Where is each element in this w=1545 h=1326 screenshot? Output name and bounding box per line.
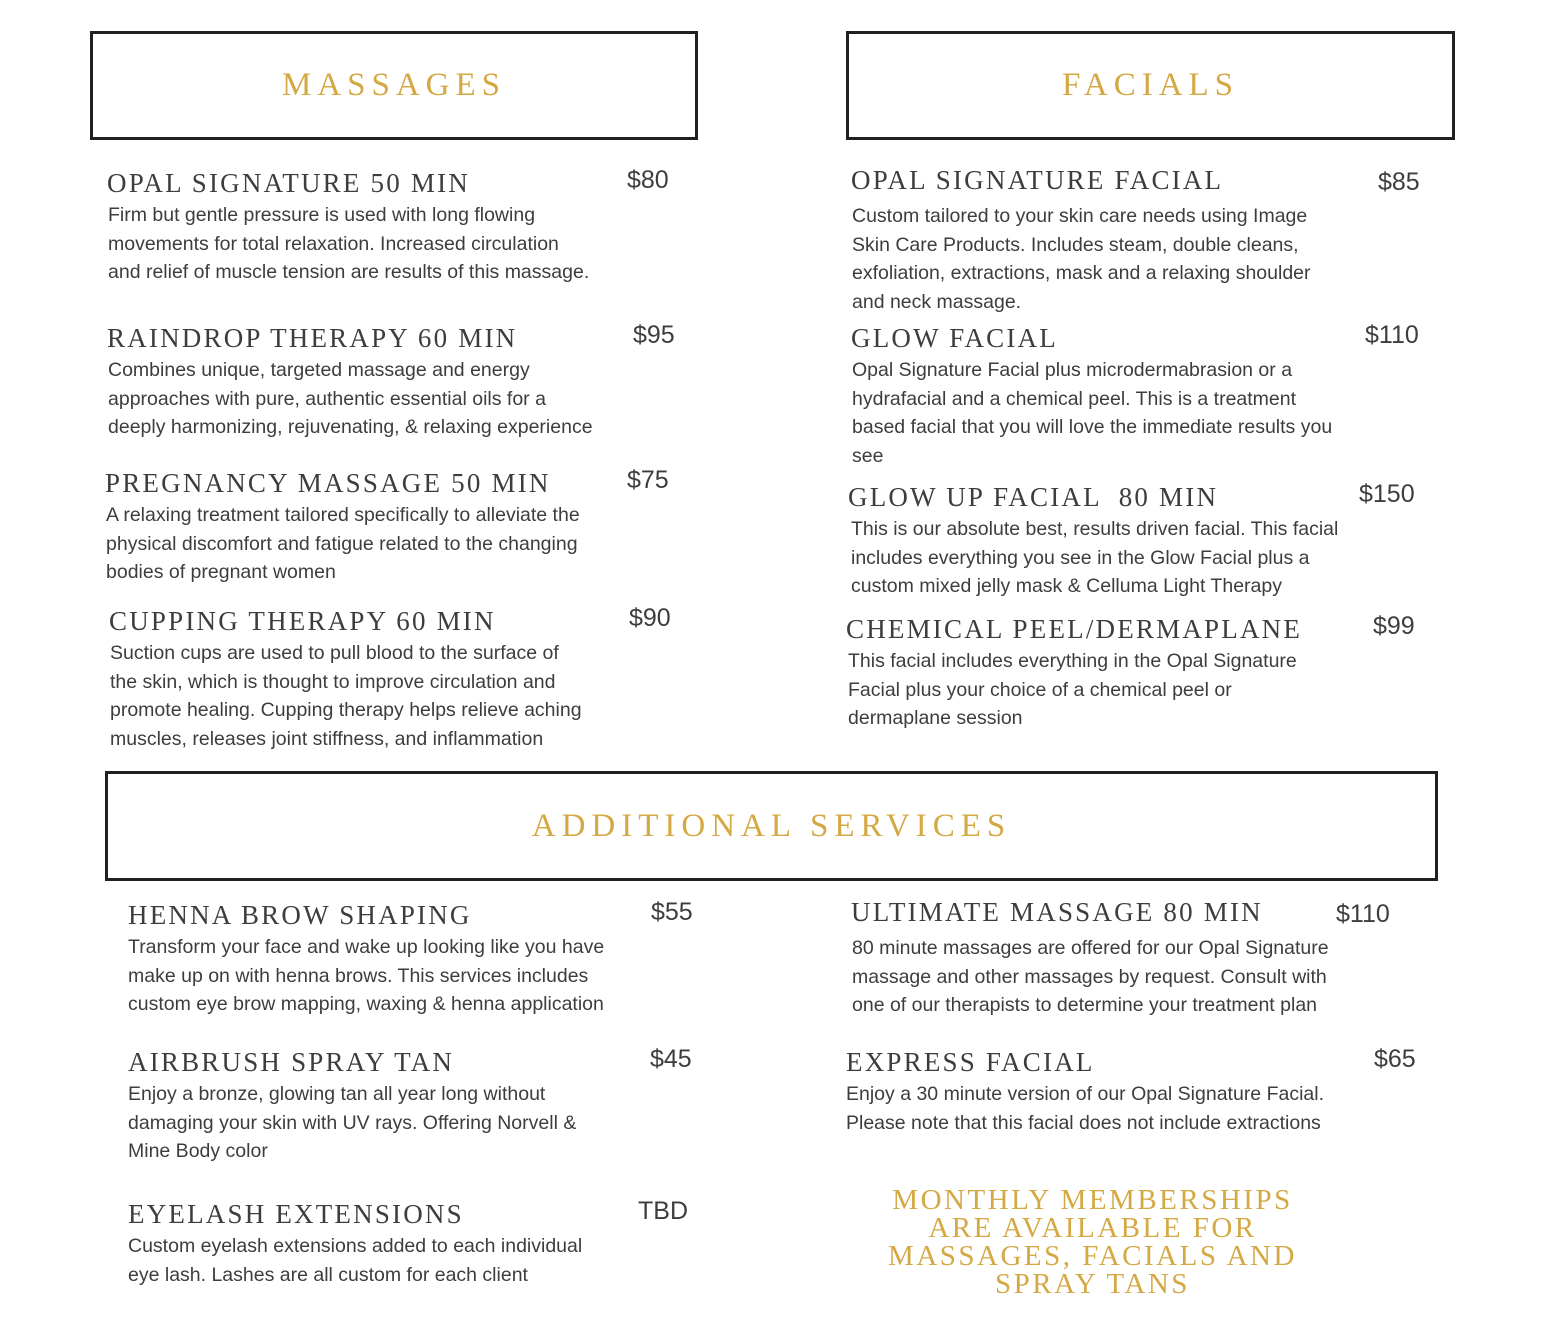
service-price: $80 <box>627 166 669 194</box>
service-title: OPAL SIGNATURE FACIAL <box>851 165 1224 195</box>
facials-heading: FACIALS <box>1061 67 1240 103</box>
service-title: EXPRESS FACIAL <box>846 1047 1095 1077</box>
service-title: ULTIMATE MASSAGE 80 MIN <box>851 897 1263 927</box>
service-description: Combines unique, targeted massage and energy approaches with pure, authentic essential oils for a deeply harmonizing, rejuvenating, & relaxing experience <box>108 359 593 439</box>
service-title: CUPPING THERAPY 60 MIN <box>109 606 496 636</box>
service-description: This is our absolute best, results driven facial. This facial includes everything you see in the Glow Facial plus a custom mixed jelly mask & Celluma Light Therapy <box>851 518 1339 598</box>
service-title: OPAL SIGNATURE 50 MIN <box>107 168 470 198</box>
service-price: $99 <box>1373 612 1415 640</box>
service-description: Custom tailored to your skin care needs using Image Skin Care Products. Includes steam, double cleans, exfoliation, extractions, mask and a relaxing shoulder and neck massage. <box>852 205 1311 313</box>
service-title: PREGNANCY MASSAGE 50 MIN <box>105 468 551 498</box>
service-title: RAINDROP THERAPY 60 MIN <box>107 323 518 353</box>
service-description: 80 minute massages are offered for our Opal Signature massage and other massages by request. Consult with one of our therapists to determine your treatment plan <box>852 937 1329 1017</box>
service-title: GLOW UP FACIAL 80 MIN <box>848 482 1219 512</box>
service-description: Opal Signature Facial plus microdermabrasion or a hydrafacial and a chemical peel. This is a treatment based facial that you will love the immediate results you see <box>852 359 1333 467</box>
service-price: $65 <box>1374 1045 1416 1073</box>
service-title: HENNA BROW SHAPING <box>128 900 472 930</box>
service-price: $95 <box>633 321 675 349</box>
service-price: $110 <box>1365 321 1419 349</box>
service-description: Firm but gentle pressure is used with long flowing movements for total relaxation. Increased circulation and relief of muscle tension are results of this massage. <box>108 204 590 284</box>
service-description: Enjoy a bronze, glowing tan all year long without damaging your skin with UV rays. Offering Norvell & Mine Body color <box>128 1083 577 1163</box>
service-price: $55 <box>651 898 693 926</box>
massages-heading: MASSAGES <box>281 67 507 103</box>
service-price: $90 <box>629 604 671 632</box>
facials-header-box <box>846 31 1455 140</box>
service-title: EYELASH EXTENSIONS <box>128 1199 464 1229</box>
massages-header-box <box>90 31 698 140</box>
membership-promo: MONTHLY MEMBERSHIPS ARE AVAILABLE FOR MASSAGES, FACIALS AND SPRAY TANS <box>888 1184 1297 1300</box>
service-price: $110 <box>1336 900 1390 928</box>
service-description: This facial includes everything in the Opal Signature Facial plus your choice of a chemical peel or dermaplane session <box>848 650 1297 730</box>
service-price: $85 <box>1378 168 1420 196</box>
service-title: GLOW FACIAL <box>851 323 1058 353</box>
service-description: Enjoy a 30 minute version of our Opal Signature Facial. Please note that this facial does not include extractions <box>846 1083 1325 1134</box>
service-price: $150 <box>1359 480 1415 508</box>
service-price: TBD <box>638 1197 688 1225</box>
additional-services-heading: ADDITIONAL SERVICES <box>531 807 1012 844</box>
service-price: $75 <box>627 466 669 494</box>
service-description: Suction cups are used to pull blood to the surface of the skin, which is thought to improve circulation and promote healing. Cupping therapy helps relieve aching muscles, releases joint stiffness, and inflammation <box>110 642 582 750</box>
service-title: CHEMICAL PEEL/DERMAPLANE <box>846 614 1303 644</box>
additional-services-header-box <box>105 771 1438 881</box>
service-description: Custom eyelash extensions added to each individual eye lash. Lashes are all custom for each client <box>128 1235 583 1286</box>
service-description: A relaxing treatment tailored specifically to alleviate the physical discomfort and fatigue related to the changing bodies of pregnant women <box>106 504 580 584</box>
service-title: AIRBRUSH SPRAY TAN <box>128 1047 455 1077</box>
service-price: $45 <box>650 1045 692 1073</box>
service-description: Transform your face and wake up looking like you have make up on with henna brows. This services includes custom eye brow mapping, waxing & henna application <box>128 936 605 1016</box>
